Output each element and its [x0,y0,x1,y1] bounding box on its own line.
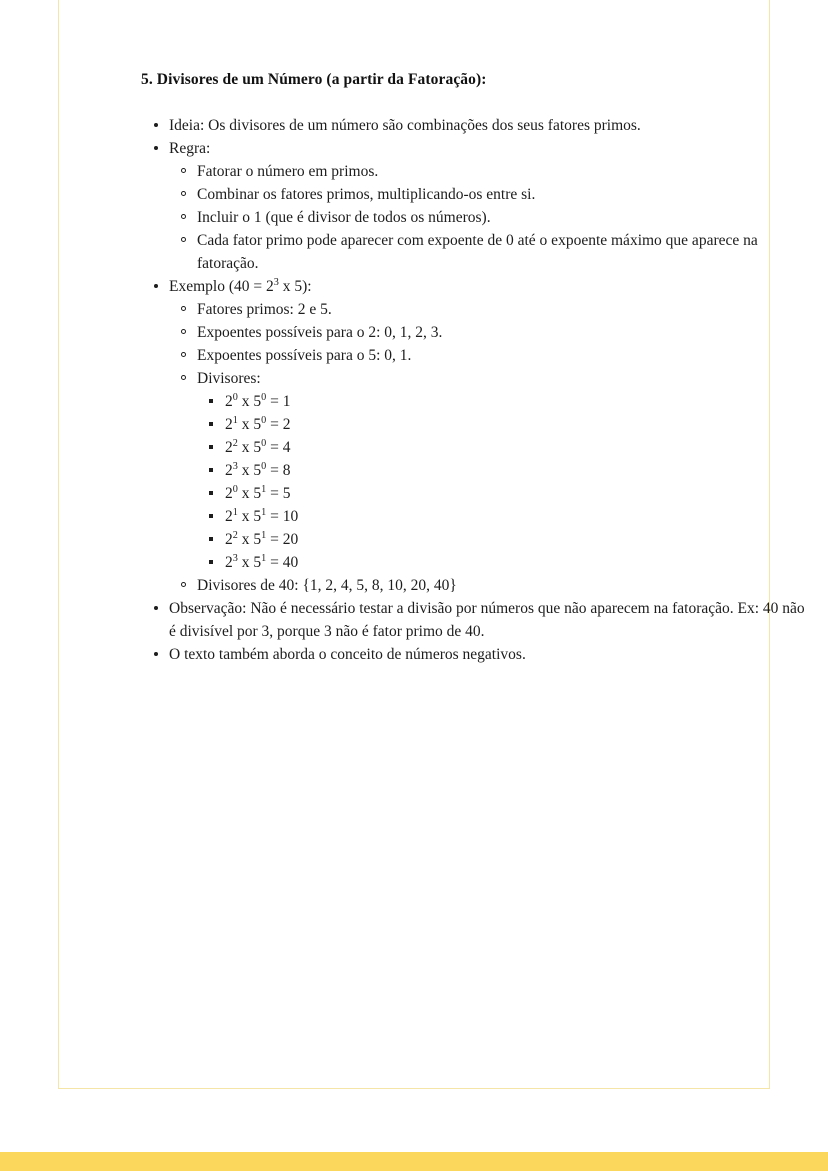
exemplo-part-2: x 5): [278,277,312,295]
divisor-exponent-1: 2 [232,529,238,541]
divisor-exponent-2: 0 [261,460,267,472]
outline-list-level-2 [169,160,806,275]
square-bullet-icon [209,514,213,518]
document-page-card [58,0,805,1089]
square-bullet-icon [209,422,213,426]
circle-bullet-icon [181,306,186,311]
list-item [197,413,806,436]
divisor-exponent-1: 0 [232,483,238,495]
list-item [197,459,806,482]
divisor-base-1: 2 [225,438,233,456]
divisor-exponent-1: 1 [232,506,238,518]
list-item [197,528,806,551]
divisor-expression: $2^1$ x $5^0 = 2$ [225,414,291,433]
divisor-result: 8 [282,461,291,479]
circle-bullet-icon [181,375,186,380]
list-item [169,160,806,183]
list-item [169,298,806,321]
list-item [169,321,806,344]
divisor-result: 40 [282,553,299,571]
square-bullet-icon [209,445,213,449]
divisor-expression: $2^1$ x $5^1 = 10$ [225,506,299,525]
list-item-label: Observação: Não é necessário testar a divisão por números que não aparecem na fatoração. Ex: 40 não é divisível por 3, porque 3 não é fator primo de 40. [169,599,805,640]
circle-bullet-icon [181,237,186,242]
divisor-exponent-1: 0 [232,391,238,403]
disc-bullet-icon [154,146,158,150]
list-item-label: Fatorar o número em primos. [197,162,379,180]
divisor-exponent-1: 1 [232,414,238,426]
divisor-base-1: 2 [225,415,233,433]
list-item [197,436,806,459]
list-item [141,597,806,643]
divisor-exponent-2: 0 [261,414,267,426]
exemplo-part-1: Exemplo (40 = 2 [169,277,274,295]
circle-bullet-icon [181,582,186,587]
list-item [197,551,806,574]
divisor-base-2: 5 [253,392,262,410]
list-item [197,505,806,528]
divisor-base-1: 2 [225,530,233,548]
divisor-base-2: 5 [253,438,262,456]
circle-bullet-icon [181,214,186,219]
list-item [141,643,806,666]
list-item-label-exemplo [169,278,312,295]
list-item-label: O texto também aborda o conceito de números negativos. [169,645,526,663]
outline-list-level-1 [141,114,806,666]
list-item-label: Divisores de 40: {1, 2, 4, 5, 8, 10, 20, 40} [197,576,457,594]
outline-list-level-2 [169,298,806,597]
disc-bullet-icon [154,284,158,288]
disc-bullet-icon [154,123,158,127]
square-bullet-icon [209,399,213,403]
divisor-exponent-2: 1 [261,552,267,564]
disc-bullet-icon [154,606,158,610]
list-item-label: Expoentes possíveis para o 5: 0, 1. [197,346,412,364]
square-bullet-icon [209,468,213,472]
divisor-result: 5 [282,484,291,502]
bottom-accent-bar [0,1152,828,1171]
divisor-result: 2 [282,415,291,433]
list-item-label: Incluir o 1 (que é divisor de todos os números). [197,208,491,226]
list-item-label: Fatores primos: 2 e 5. [197,300,332,318]
divisor-base-2: 5 [253,415,262,433]
list-item-label: Cada fator primo pode aparecer com expoente de 0 até o expoente máximo que aparece na fatoração. [197,231,758,272]
circle-bullet-icon [181,352,186,357]
divisor-base-2: 5 [253,530,262,548]
divisor-base-1: 2 [225,484,233,502]
list-item-label: Expoentes possíveis para o 2: 0, 1, 2, 3. [197,323,443,341]
circle-bullet-icon [181,191,186,196]
document-body [141,70,806,666]
list-item [141,114,806,137]
list-item [197,390,806,413]
divisor-result: 20 [282,530,299,548]
list-item [169,183,806,206]
divisor-base-2: 5 [253,484,262,502]
list-item [169,367,806,574]
square-bullet-icon [209,537,213,541]
divisor-base-1: 2 [225,461,233,479]
list-item-label: Regra: [169,139,211,157]
list-item [141,137,806,275]
divisor-result: 1 [282,392,291,410]
divisor-expression: $2^0$ x $5^0 = 1$ [225,391,291,410]
page-title: 5. Divisores de um Número (a partir da Fatoração): [141,71,487,88]
divisor-exponent-1: 3 [232,460,238,472]
list-item-label: Combinar os fatores primos, multiplicando-os entre si. [197,185,536,203]
divisor-base-2: 5 [253,553,262,571]
circle-bullet-icon [181,329,186,334]
divisor-base-1: 2 [225,553,233,571]
divisor-expression: $2^3$ x $5^1 = 40$ [225,552,299,571]
divisor-exponent-2: 1 [261,506,267,518]
disc-bullet-icon [154,652,158,656]
divisor-exponent-2: 1 [261,483,267,495]
divisor-expression: $2^0$ x $5^1 = 5$ [225,483,291,502]
square-bullet-icon [209,491,213,495]
circle-bullet-icon [181,168,186,173]
list-item [169,574,806,597]
divisor-base-2: 5 [253,461,262,479]
divisor-exponent-2: 1 [261,529,267,541]
divisor-result: 10 [282,507,299,525]
divisor-exponent-1: 2 [232,437,238,449]
list-item [169,206,806,229]
exemplo-exponent: 3 [273,276,279,288]
divisor-expression: $2^2$ x $5^0 = 4$ [225,437,291,456]
list-item [169,229,806,275]
list-item [141,275,806,597]
divisor-exponent-1: 3 [232,552,238,564]
list-item-label: Ideia: Os divisores de um número são combinações dos seus fatores primos. [169,116,641,134]
list-item-label: Divisores: [197,369,261,387]
divisor-base-1: 2 [225,507,233,525]
outline-list-level-3 [197,390,806,574]
square-bullet-icon [209,560,213,564]
divisor-base-2: 5 [253,507,262,525]
divisor-exponent-2: 0 [261,437,267,449]
divisor-expression: $2^3$ x $5^0 = 8$ [225,460,291,479]
divisor-base-1: 2 [225,392,233,410]
divisor-exponent-2: 0 [261,391,267,403]
list-item [169,344,806,367]
divisor-result: 4 [282,438,291,456]
list-item [197,482,806,505]
divisor-expression: $2^2$ x $5^1 = 20$ [225,529,299,548]
